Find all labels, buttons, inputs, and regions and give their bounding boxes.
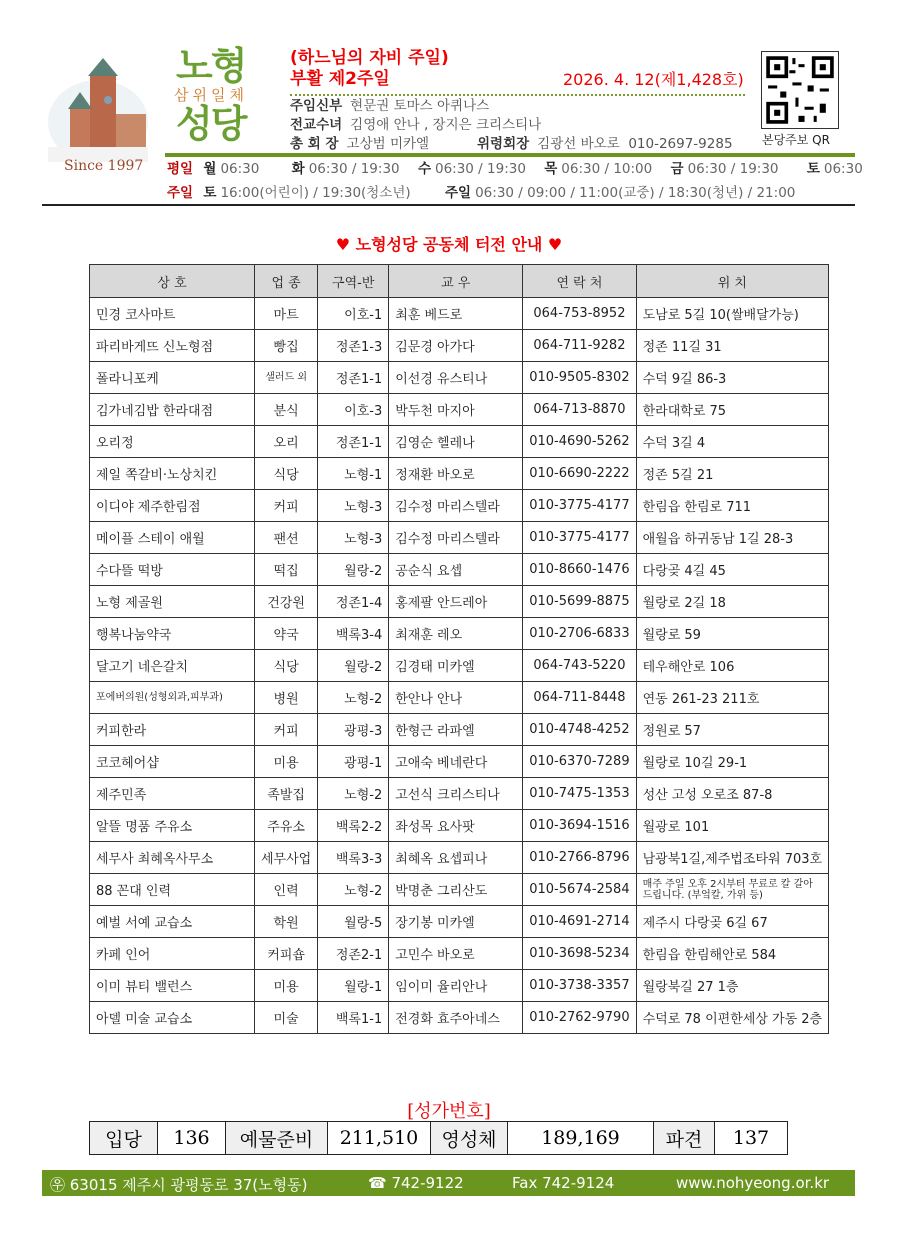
parishioner-cell: 이선경 유스티나 — [389, 362, 523, 394]
footer-bar — [42, 1170, 855, 1196]
business-type-cell: 떡집 — [255, 554, 318, 586]
table-row — [90, 874, 829, 906]
business-name-cell: 코코헤어샵 — [90, 746, 255, 778]
hymn-numbers-title: [성가번호] — [407, 1101, 491, 1122]
phone-cell: 010-2762-9790 — [523, 1002, 636, 1034]
business-type-cell: 커피 — [255, 490, 318, 522]
district-cell: 노형-1 — [318, 458, 389, 490]
hymn-value: 189,169 — [508, 1122, 654, 1155]
column-header: 교 우 — [389, 265, 523, 298]
business-name-cell: 행복나눔약국 — [90, 618, 255, 650]
location-cell: 남광북1길,제주법조타워 703호 — [636, 842, 829, 874]
divider — [290, 94, 745, 96]
column-header: 업 종 — [255, 265, 318, 298]
business-type-cell: 족발집 — [255, 778, 318, 810]
table-row — [90, 362, 829, 394]
district-cell: 이호-3 — [318, 394, 389, 426]
district-cell: 백록2-2 — [318, 810, 389, 842]
business-type-cell: 세무사업 — [255, 842, 318, 874]
location-cell: 정존 11길 31 — [636, 330, 829, 362]
phone-cell: 064-713-8870 — [523, 394, 636, 426]
table-row — [90, 714, 829, 746]
phone-cell: 010-9505-8302 — [523, 362, 636, 394]
business-type-cell: 미술 — [255, 1002, 318, 1034]
location-cell: 연동 261-23 211호 — [636, 682, 829, 714]
location-cell: 정존 5길 21 — [636, 458, 829, 490]
location-cell: 한림읍 한림로 711 — [636, 490, 829, 522]
schedule-divider — [42, 204, 855, 206]
parishioner-cell: 김수정 마리스텔라 — [389, 522, 523, 554]
directory-title: ♥ 노형성당 공동체 터전 안내 ♥ — [335, 235, 563, 254]
business-name-cell: 수다뜰 떡방 — [90, 554, 255, 586]
phone-cell: 010-7475-1353 — [523, 778, 636, 810]
district-cell: 월랑-2 — [318, 650, 389, 682]
parishioner-cell: 박명춘 그리산도 — [389, 874, 523, 906]
location-cell: 수덕 3길 4 — [636, 426, 829, 458]
business-name-cell: 오리정 — [90, 426, 255, 458]
brand-subtitle: 삼위일체 — [174, 86, 248, 104]
phone-cell: 010-3775-4177 — [523, 522, 636, 554]
business-name-cell: 제일 쪽갈비·노상치킨 — [90, 458, 255, 490]
location-cell: 다랑곶 4길 45 — [636, 554, 829, 586]
business-type-cell: 학원 — [255, 906, 318, 938]
table-row — [90, 682, 829, 714]
location-cell: 월랑로 59 — [636, 618, 829, 650]
parishioner-cell: 한형근 라파엘 — [389, 714, 523, 746]
district-cell: 정존2-1 — [318, 938, 389, 970]
phone-cell: 010-5674-2584 — [523, 874, 636, 906]
parishioner-cell: 장기봉 미카엘 — [389, 906, 523, 938]
brand-name-line1: 노형 — [176, 44, 246, 88]
table-row — [90, 490, 829, 522]
weekday-schedule: 평일 월 06:30 화 06:30 / 19:30 수 06:30 / 19:30 목 06:30 / 10:00 금 06:30 / 19:30 토 06:30 — [167, 161, 863, 177]
phone-cell: 010-4690-5262 — [523, 426, 636, 458]
location-cell: 수덕 9길 86-3 — [636, 362, 829, 394]
table-row — [90, 522, 829, 554]
staff-vice: 위령회장 김광선 바오로 010-2697-9285 — [477, 136, 733, 152]
parishioner-cell: 임이미 율리안나 — [389, 970, 523, 1002]
hymn-value: 137 — [715, 1122, 788, 1155]
business-type-cell: 커피 — [255, 714, 318, 746]
district-cell: 노형-2 — [318, 778, 389, 810]
district-cell: 광평-1 — [318, 746, 389, 778]
parishioner-cell: 전경화 효주아네스 — [389, 1002, 523, 1034]
parishioner-cell: 최훈 베드로 — [389, 298, 523, 330]
business-name-cell: 이디야 제주한림점 — [90, 490, 255, 522]
table-row — [90, 298, 829, 330]
table-row — [90, 394, 829, 426]
business-name-cell: 이미 뷰티 밸런스 — [90, 970, 255, 1002]
parishioner-cell: 김경태 미카엘 — [389, 650, 523, 682]
table-row — [90, 650, 829, 682]
table-row — [90, 426, 829, 458]
header-divider — [165, 153, 855, 157]
hymn-label: 파견 — [654, 1122, 715, 1155]
location-cell: 매주 주일 오후 2시부터 무료로 칼 갈아드립니다. (부엌칼, 가위 등) — [636, 874, 829, 906]
hymn-row — [90, 1122, 788, 1155]
location-cell: 도남로 5길 10(쌀배달가능) — [636, 298, 829, 330]
location-cell: 테우해안로 106 — [636, 650, 829, 682]
business-name-cell: 포에버의원(성형외과,피부과) — [90, 682, 255, 714]
business-name-cell: 메이플 스테이 애월 — [90, 522, 255, 554]
table-row — [90, 970, 829, 1002]
district-cell: 노형-2 — [318, 874, 389, 906]
parishioner-cell: 홍제팔 안드레아 — [389, 586, 523, 618]
parishioner-cell: 박두천 마지아 — [389, 394, 523, 426]
parishioner-cell: 정재환 바오로 — [389, 458, 523, 490]
staff-pastor: 주임신부 현문권 토마스 아퀴나스 — [290, 98, 490, 114]
district-cell: 월랑-2 — [318, 554, 389, 586]
table-row — [90, 330, 829, 362]
parishioner-cell: 최혜옥 요셉피나 — [389, 842, 523, 874]
footer-tel[interactable]: ☎ 742-9122 — [368, 1174, 464, 1192]
business-name-cell: 예벌 서예 교습소 — [90, 906, 255, 938]
location-cell: 제주시 다랑곶 6길 67 — [636, 906, 829, 938]
column-header: 위 치 — [636, 265, 829, 298]
business-name-cell: 아델 미술 교습소 — [90, 1002, 255, 1034]
business-type-cell: 약국 — [255, 618, 318, 650]
phone-cell: 010-3694-1516 — [523, 810, 636, 842]
qr-label: 본당주보 QR — [762, 133, 830, 147]
business-name-cell: 민경 코사마트 — [90, 298, 255, 330]
parishioner-cell: 고민수 바오로 — [389, 938, 523, 970]
table-row — [90, 842, 829, 874]
business-type-cell: 팬션 — [255, 522, 318, 554]
phone-cell: 010-2706-6833 — [523, 618, 636, 650]
hymn-label: 예물준비 — [226, 1122, 328, 1155]
phone-cell: 064-743-5220 — [523, 650, 636, 682]
district-cell: 노형-3 — [318, 522, 389, 554]
parishioner-cell: 고선식 크리스티나 — [389, 778, 523, 810]
district-cell: 정존1-4 — [318, 586, 389, 618]
district-cell: 백록3-3 — [318, 842, 389, 874]
business-name-cell: 노형 제골원 — [90, 586, 255, 618]
district-cell: 백록3-4 — [318, 618, 389, 650]
church-illustration-icon — [48, 52, 148, 162]
business-type-cell: 샐러드 외 — [255, 362, 318, 394]
business-type-cell: 미용 — [255, 970, 318, 1002]
district-cell: 월랑-5 — [318, 906, 389, 938]
phone-cell: 010-4748-4252 — [523, 714, 636, 746]
phone-cell: 010-8660-1476 — [523, 554, 636, 586]
district-cell: 정존1-1 — [318, 426, 389, 458]
column-header: 구역-반 — [318, 265, 389, 298]
hymn-value: 211,510 — [328, 1122, 431, 1155]
district-cell: 백록1-1 — [318, 1002, 389, 1034]
location-cell: 월광로 101 — [636, 810, 829, 842]
location-cell: 수덕로 78 이편한세상 가동 2층 — [636, 1002, 829, 1034]
district-cell: 노형-2 — [318, 682, 389, 714]
business-type-cell: 주유소 — [255, 810, 318, 842]
table-row — [90, 458, 829, 490]
brand-name-line2: 성당 — [176, 102, 246, 146]
table-row — [90, 554, 829, 586]
qr-code-icon[interactable] — [761, 51, 839, 129]
table-row — [90, 746, 829, 778]
sunday-name: 부활 제2주일 — [290, 69, 390, 89]
district-cell: 정존1-1 — [318, 362, 389, 394]
location-cell: 애월읍 하귀동남 1길 28-3 — [636, 522, 829, 554]
location-cell: 월랑북길 27 1층 — [636, 970, 829, 1002]
business-type-cell: 미용 — [255, 746, 318, 778]
location-cell: 월랑로 2길 18 — [636, 586, 829, 618]
table-row — [90, 906, 829, 938]
location-cell: 월랑로 10길 29-1 — [636, 746, 829, 778]
business-type-cell: 빵집 — [255, 330, 318, 362]
parishioner-cell: 고애숙 베네란다 — [389, 746, 523, 778]
business-name-cell: 김가네김밥 한라대점 — [90, 394, 255, 426]
location-cell: 한림읍 한림해안로 584 — [636, 938, 829, 970]
hymn-numbers-table — [89, 1121, 788, 1155]
staff-president: 총 회 장 고상범 미카엘 — [290, 136, 430, 152]
business-name-cell: 88 꼰대 인력 — [90, 874, 255, 906]
sunday-theme: (하느님의 자비 주일) — [290, 48, 449, 68]
staff-sisters: 전교수녀 김영애 안나 , 장지은 크리스티나 — [290, 117, 542, 133]
district-cell: 광평-3 — [318, 714, 389, 746]
issue-date: 2026. 4. 12(제1,428호) — [563, 70, 744, 89]
parishioner-cell: 최재훈 레오 — [389, 618, 523, 650]
business-type-cell: 오리 — [255, 426, 318, 458]
business-name-cell: 세무사 최혜옥사무소 — [90, 842, 255, 874]
business-type-cell: 식당 — [255, 458, 318, 490]
business-type-cell: 병원 — [255, 682, 318, 714]
location-cell: 정원로 57 — [636, 714, 829, 746]
location-cell: 한라대학로 75 — [636, 394, 829, 426]
business-name-cell: 폴라니포케 — [90, 362, 255, 394]
phone-cell: 064-711-9282 — [523, 330, 636, 362]
business-name-cell: 카페 인어 — [90, 938, 255, 970]
phone-cell: 010-5699-8875 — [523, 586, 636, 618]
business-directory-table — [89, 264, 829, 1034]
district-cell: 정존1-3 — [318, 330, 389, 362]
table-row — [90, 618, 829, 650]
hymn-value: 136 — [158, 1122, 226, 1155]
phone-cell: 064-711-8448 — [523, 682, 636, 714]
table-row — [90, 778, 829, 810]
business-name-cell: 알뜰 명품 주유소 — [90, 810, 255, 842]
table-header-row — [90, 265, 829, 298]
parishioner-cell: 김영순 헬레나 — [389, 426, 523, 458]
phone-cell: 010-2766-8796 — [523, 842, 636, 874]
phone-cell: 010-6690-2222 — [523, 458, 636, 490]
parishioner-cell: 김수정 마리스텔라 — [389, 490, 523, 522]
phone-cell: 010-3775-4177 — [523, 490, 636, 522]
hymn-label: 입당 — [90, 1122, 158, 1155]
business-type-cell: 건강원 — [255, 586, 318, 618]
phone-cell: 010-4691-2714 — [523, 906, 636, 938]
column-header: 연 락 처 — [523, 265, 636, 298]
since-year: Since 1997 — [64, 158, 144, 174]
footer-fax: Fax 742-9124 — [512, 1174, 615, 1192]
table-row — [90, 586, 829, 618]
business-type-cell: 식당 — [255, 650, 318, 682]
phone-cell: 010-6370-7289 — [523, 746, 636, 778]
district-cell: 이호-1 — [318, 298, 389, 330]
business-type-cell: 분식 — [255, 394, 318, 426]
column-header: 상 호 — [90, 265, 255, 298]
footer-address: ㉾ 63015 제주시 광평동로 37(노형동) — [50, 1176, 308, 1194]
parishioner-cell: 좌성목 요사팟 — [389, 810, 523, 842]
business-name-cell: 파리바게뜨 신노형점 — [90, 330, 255, 362]
table-row — [90, 810, 829, 842]
business-type-cell: 마트 — [255, 298, 318, 330]
business-type-cell: 인력 — [255, 874, 318, 906]
parishioner-cell: 공순식 요셉 — [389, 554, 523, 586]
business-name-cell: 커피한라 — [90, 714, 255, 746]
hymn-label: 영성체 — [431, 1122, 508, 1155]
table-row — [90, 1002, 829, 1034]
phone-cell: 064-753-8952 — [523, 298, 636, 330]
table-row — [90, 938, 829, 970]
district-cell: 노형-3 — [318, 490, 389, 522]
weekend-schedule: 주일 토 16:00(어린이) / 19:30(청소년) 주일 06:30 / 09:00 / 11:00(교중) / 18:30(청년) / 21:00 — [167, 185, 796, 201]
parishioner-cell: 한안나 안나 — [389, 682, 523, 714]
footer-website-link[interactable]: www.nohyeong.or.kr — [676, 1174, 830, 1192]
phone-cell: 010-3738-3357 — [523, 970, 636, 1002]
business-name-cell: 달고기 네은갈치 — [90, 650, 255, 682]
district-cell: 월랑-1 — [318, 970, 389, 1002]
location-cell: 성산 고성 오로조 87-8 — [636, 778, 829, 810]
business-name-cell: 제주민족 — [90, 778, 255, 810]
parishioner-cell: 김문경 아가다 — [389, 330, 523, 362]
phone-cell: 010-3698-5234 — [523, 938, 636, 970]
business-type-cell: 커피숍 — [255, 938, 318, 970]
